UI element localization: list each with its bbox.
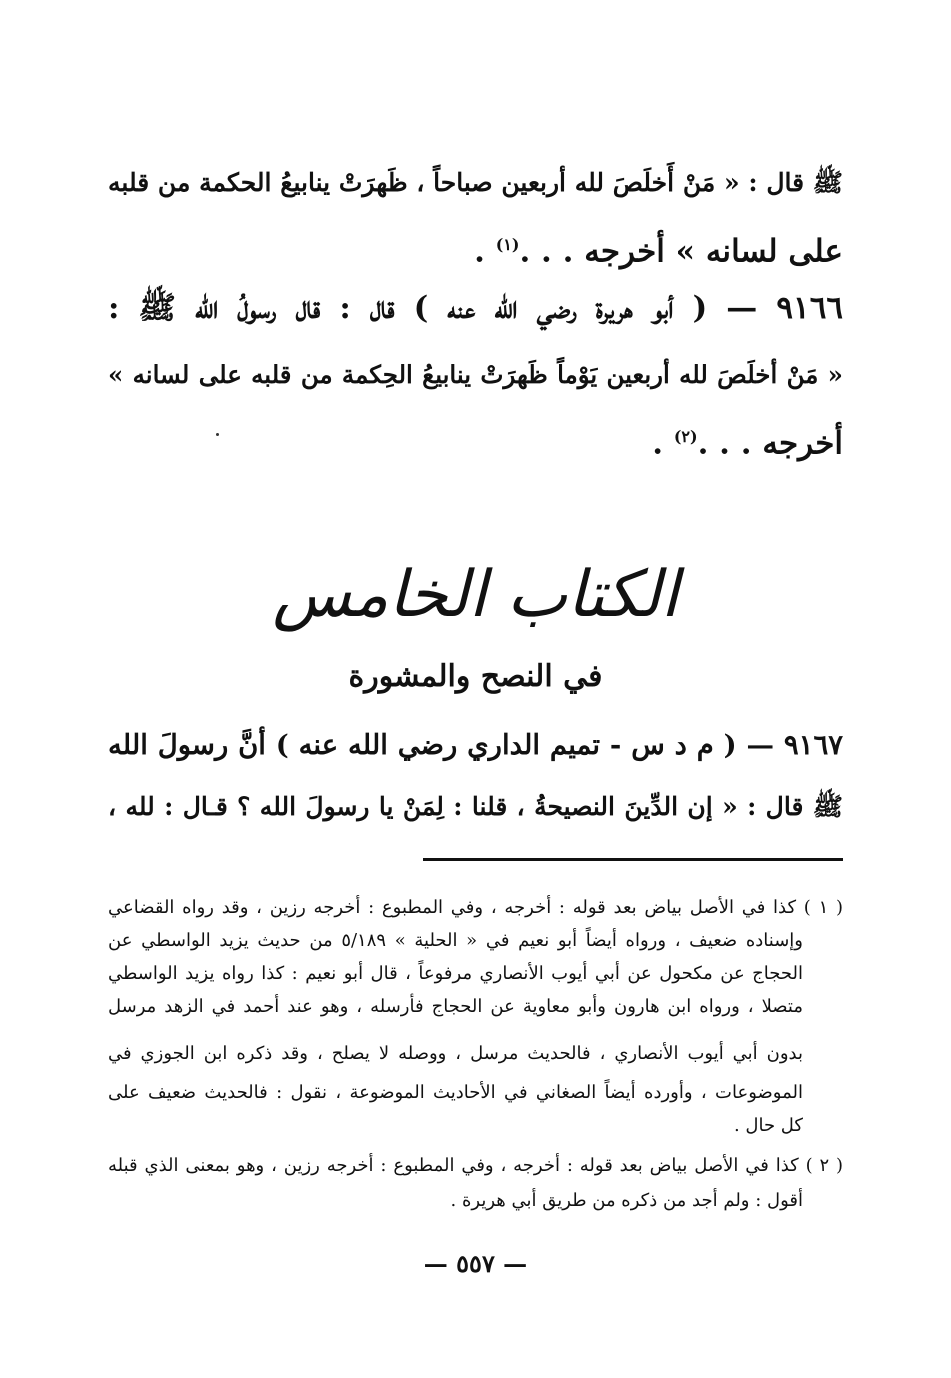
footnote-1-line: متصلا ، ورواه ابن هارون وأبو معاوية عن الحجاج فأرسله ، وهو عند أحمد في الزهد مرسل (108, 996, 803, 1017)
footnote-1-line: بدون أبي أيوب الأنصاري ، فالحديث مرسل ، ووصله لا يصلح ، وقد ذكره ابن الجوزي في (108, 1043, 803, 1064)
chapter-subtitle: في النصح والمشورة (348, 659, 603, 694)
footnote-ref-2: (٢) (673, 427, 698, 446)
footnote-separator (423, 858, 843, 861)
footnote-1-line: كل حال . (733, 1115, 803, 1136)
body-line-1: ﷺ قال : « مَنْ أَخلَصَ لله أربعين صباحاً ، ظَهرَتْ ينابيعُ الحكمة من قلبه (108, 168, 843, 197)
stray-dot (216, 433, 219, 436)
body-line-2 (108, 220, 843, 276)
footnote-1-line: الموضوعات ، وأورده أيضاً الصغاني في الأحاديث الموضوعة ، نقول : فالحديث ضعيف على (108, 1082, 803, 1103)
hadith-9166-header: ٩١٦٦ — ( أبو هريرة رضي الله عنه ) قال : قال رسولُ الله ﷺ : (108, 290, 843, 326)
body-line-5-text: أخرجه . . . (697, 425, 843, 462)
hadith-9167-header: ٩١٦٧ — ( م د س - تميم الداري رضي الله عنه ) أنَّ رسولَ الله (108, 729, 843, 761)
body-line-2-text: على لسانه » أخرجه . . . (519, 233, 843, 270)
footnote-ref-1: (١) (495, 235, 520, 254)
footnote-2-line: أقول : ولم أجد من ذكره من طريق أبي هريرة . (450, 1190, 803, 1211)
hadith-9167-text: ﷺ قال : « إن الدِّينَ النصيحةُ ، قلنا : لِمَنْ يا رسولَ الله ؟ قـال : لله ، (108, 792, 843, 821)
page-number: — ٥٥٧ — (423, 1249, 528, 1278)
body-line-2-end: . (474, 233, 485, 270)
hadith-9166-text: « مَنْ أخلَصَ لله أربعين يَوْماً ظَهرَتْ ينابيعُ الحِكمة من قلبه على لسانه » (108, 360, 843, 389)
footnote-1-line: وإسناده ضعيف ، ورواه أيضاً أبو نعيم في « الحلية » ٥/١٨٩ من حديث يزيد الواسطي عن (108, 930, 803, 951)
footnote-1-line: ( ١ ) كذا في الأصل بياض بعد قوله : أخرجه ، وفي المطبوع : أخرجه رزين ، وقد رواه القضاعي (108, 897, 843, 918)
body-line-5-end: . (652, 425, 664, 462)
body-line-5 (108, 412, 843, 468)
chapter-title: الكتاب الخامس (272, 558, 679, 632)
footnote-1-line: الحجاج عن مكحول عن أبي أيوب الأنصاري مرفوعاً ، قال أبو نعيم : كذا رواه يزيد الواسطي (108, 963, 803, 984)
footnote-2-line: ( ٢ ) كذا في الأصل بياض بعد قوله : أخرجه ، وفي المطبوع : أخرجه رزين ، وهو بمعنى الذي قبله (108, 1155, 844, 1176)
